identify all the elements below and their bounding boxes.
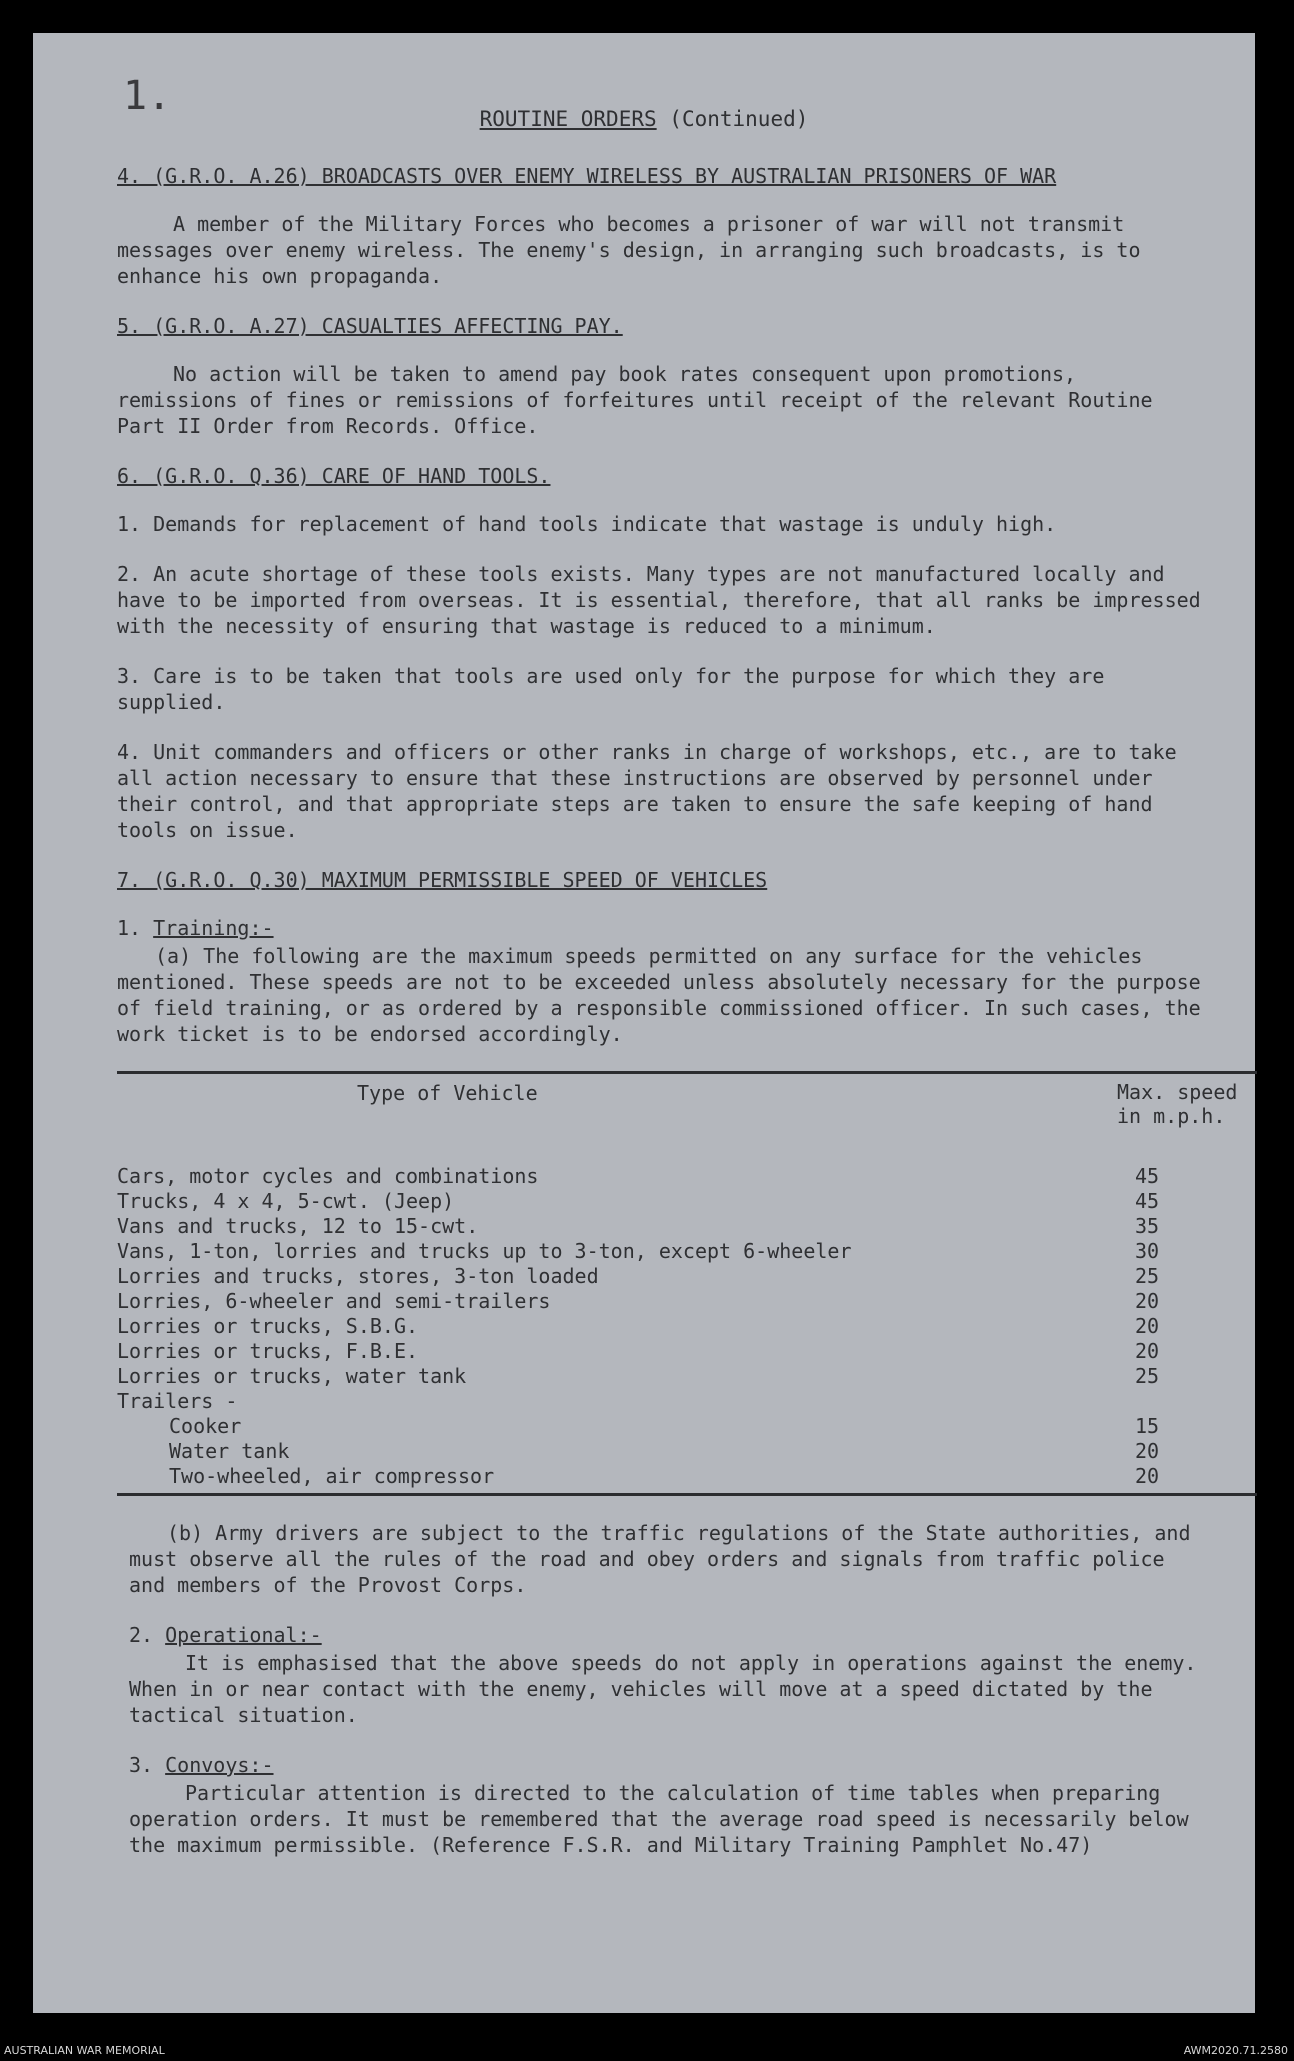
vehicle-type: Trailers -	[117, 1389, 238, 1413]
section-6-para-2: 2. An acute shortage of these tools exists. Many types are not manufactured locally and have to be imported from overseas. It is essential, therefore, that all ranks be impressed with the necessity of ensuring that wastage is reduced to a minimum.	[117, 562, 1201, 638]
max-speed: 20	[1135, 1439, 1160, 1463]
convoys-subheading	[117, 1752, 1207, 1778]
table-row	[117, 1414, 1257, 1439]
max-speed: 25	[1135, 1264, 1160, 1288]
table-row	[117, 1439, 1257, 1464]
max-speed	[1117, 1389, 1257, 1414]
training-para-a: (a) The following are the maximum speeds permitted on any surface for the vehicles mentioned. These speeds are not to be exceeded unless absolutely necessary for the purpose of field training, or as ordered by a responsible commissioned officer. In such cases, the work ticket is to be endorsed accordingly.	[117, 944, 1201, 1046]
vehicle-type: Cars, motor cycles and combinations	[117, 1164, 539, 1188]
operational-label: Operational:-	[165, 1623, 322, 1647]
section-5-heading: 5. (G.R.O. A.27) CASUALTIES AFFECTING PAY.	[117, 314, 623, 338]
section-4-body: A member of the Military Forces who becomes a prisoner of war will not transmit messages over enemy wireless. The enemy's design, in arranging such broadcasts, is to enhance his own propaganda.	[117, 212, 1141, 288]
max-speed: 20	[1135, 1464, 1160, 1488]
page-mark: 1.	[123, 73, 172, 119]
section-6-para-3: 3. Care is to be taken that tools are used only for the purpose for which they are supplied.	[117, 664, 1105, 714]
section-7-heading: 7. (G.R.O. Q.30) MAXIMUM PERMISSIBLE SPEED OF VEHICLES	[117, 868, 768, 892]
training-label: Training:-	[153, 916, 274, 940]
table-bottom-rule	[117, 1493, 1257, 1496]
vehicle-type: Water tank	[169, 1439, 290, 1463]
table-row	[117, 1289, 1257, 1314]
operational-subheading	[117, 1622, 1207, 1648]
section-6-para-1: 1. Demands for replacement of hand tools indicate that wastage is unduly high.	[117, 512, 1057, 536]
vehicle-type: Lorries, 6-wheeler and semi-trailers	[117, 1289, 551, 1313]
table-row	[117, 1464, 1257, 1489]
operational-number: 2.	[129, 1623, 154, 1647]
table-row	[117, 1314, 1257, 1339]
max-speed: 15	[1135, 1414, 1160, 1438]
table-body	[117, 1156, 1257, 1493]
max-speed: 30	[1135, 1239, 1160, 1263]
footer-source: AUSTRALIAN WAR MEMORIAL	[4, 2044, 165, 2057]
table-row	[117, 1364, 1257, 1389]
training-subheading	[117, 915, 1207, 941]
col-speed-header	[1117, 1080, 1257, 1132]
speed-table	[117, 1071, 1257, 1496]
document-page	[33, 33, 1255, 2013]
convoys-body: Particular attention is directed to the calculation of time tables when preparing operation orders. It must be remembered that the average road speed is necessarily below the maximum permissible. (Reference F.S.R. and Military Training Pamphlet No.47)	[129, 1781, 1189, 1857]
table-row	[117, 1164, 1257, 1189]
vehicle-type: Trucks, 4 x 4, 5-cwt. (Jeep)	[117, 1189, 455, 1213]
section-6-heading: 6. (G.R.O. Q.36) CARE OF HAND TOOLS.	[117, 464, 551, 488]
title-main: ROUTINE ORDERS	[479, 107, 657, 131]
max-speed: 25	[1135, 1364, 1160, 1388]
table-row	[117, 1339, 1257, 1364]
document-body	[117, 163, 1238, 1882]
training-para-b: (b) Army drivers are subject to the traffic regulations of the State authorities, and must observe all the rules of the road and obey orders and signals from traffic police and members of the Provost Corps.	[129, 1521, 1191, 1597]
col-speed-header-line2: in m.p.h.	[1117, 1104, 1226, 1128]
col-vehicle-header: Type of Vehicle	[357, 1081, 538, 1105]
table-header	[117, 1074, 1257, 1156]
table-row	[117, 1264, 1257, 1289]
section-5-body: No action will be taken to amend pay book rates consequent upon promotions, remissions of fines or remissions of forfeitures until receipt of the relevant Routine Part II Order from Records. Office.	[117, 362, 1153, 438]
table-row	[117, 1239, 1257, 1264]
max-speed: 45	[1135, 1189, 1160, 1213]
training-number: 1.	[117, 916, 142, 940]
vehicle-type: Cooker	[169, 1414, 242, 1438]
convoys-label: Convoys:-	[165, 1753, 274, 1777]
max-speed: 20	[1135, 1314, 1160, 1338]
max-speed: 20	[1135, 1339, 1160, 1363]
table-row	[117, 1214, 1257, 1239]
max-speed: 45	[1135, 1164, 1160, 1188]
vehicle-type: Lorries and trucks, stores, 3-ton loaded	[117, 1264, 599, 1288]
section-4-heading: 4. (G.R.O. A.26) BROADCASTS OVER ENEMY WIRELESS BY AUSTRALIAN PRISONERS OF WAR	[117, 164, 1057, 188]
convoys-number: 3.	[129, 1753, 154, 1777]
title-suffix: (Continued)	[669, 107, 809, 131]
table-row	[117, 1389, 1257, 1414]
operational-body: It is emphasised that the above speeds do not apply in operations against the enemy. When in or near contact with the enemy, vehicles will move at a speed dictated by the tactical situation.	[129, 1651, 1197, 1727]
max-speed: 35	[1135, 1214, 1160, 1238]
vehicle-type: Lorries or trucks, water tank	[117, 1364, 467, 1388]
vehicle-type: Two-wheeled, air compressor	[169, 1464, 495, 1488]
footer-catalogue-id: AWM2020.71.2580	[1183, 2044, 1288, 2057]
section-6-para-4: 4. Unit commanders and officers or other ranks in charge of workshops, etc., are to take all action necessary to ensure that these instructions are observed by personnel under their control, and that appropriate steps are taken to ensure the safe keeping of hand tools on issue.	[117, 740, 1177, 842]
col-speed-header-line1: Max. speed	[1117, 1080, 1238, 1104]
page-title	[33, 107, 1255, 131]
vehicle-type: Lorries or trucks, F.B.E.	[117, 1339, 419, 1363]
vehicle-type: Vans, 1-ton, lorries and trucks up to 3-ton, except 6-wheeler	[117, 1239, 852, 1263]
vehicle-type: Lorries or trucks, S.B.G.	[117, 1314, 419, 1338]
vehicle-type: Vans and trucks, 12 to 15-cwt.	[117, 1214, 479, 1238]
max-speed: 20	[1135, 1289, 1160, 1313]
table-row	[117, 1189, 1257, 1214]
